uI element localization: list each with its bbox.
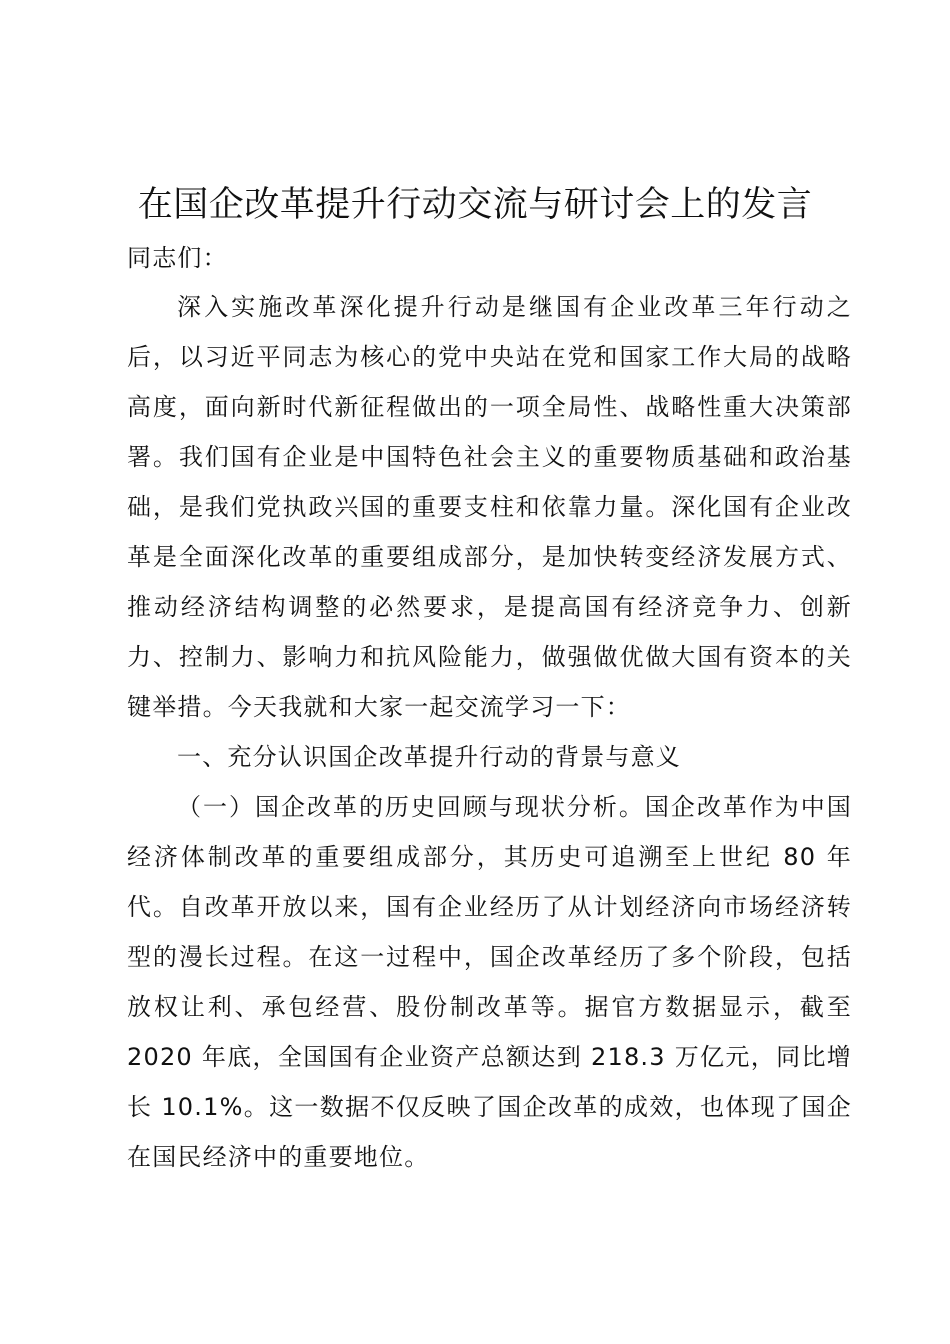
salutation: 同志们： [127, 244, 228, 272]
paragraph-history: （一）国企改革的历史回顾与现状分析。国企改革作为中国经济体制改革的重要组成部分，其历史可追溯至上世纪 80 年代。自改革开放以来，国有企业经历了从计划经济向市场经济转型的漫长过程。在这一过程中，国企改革经历了多个阶段，包括放权让利、承包经营、股份制改革等。据官方数据显示，截至 2020 年底，全国国有企业资产总额达到 218.3 万亿元，同比增长 10.1%。这一数据不仅反映了国企改革的成效，也体现了国企在国民经济中的重要地位。 [127, 793, 852, 1171]
paragraph-intro: 深入实施改革深化提升行动是继国有企业改革三年行动之后，以习近平同志为核心的党中央站在党和国家工作大局的战略高度，面向新时代新征程做出的一项全局性、战略性重大决策部署。我们国有企业是中国特色社会主义的重要物质基础和政治基础，是我们党执政兴国的重要支柱和依靠力量。深化国有企业改革是全面深化改革的重要组成部分，是加快转变经济发展方式、推动经济结构调整的必然要求，是提高国有经济竞争力、创新力、控制力、影响力和抗风险能力，做强做优做大国有资本的关键举措。今天我就和大家一起交流学习一下： [127, 293, 852, 721]
document-title: 在国企改革提升行动交流与研讨会上的发言 [137, 185, 813, 225]
section-heading: 一、充分认识国企改革提升行动的背景与意义 [177, 743, 681, 771]
